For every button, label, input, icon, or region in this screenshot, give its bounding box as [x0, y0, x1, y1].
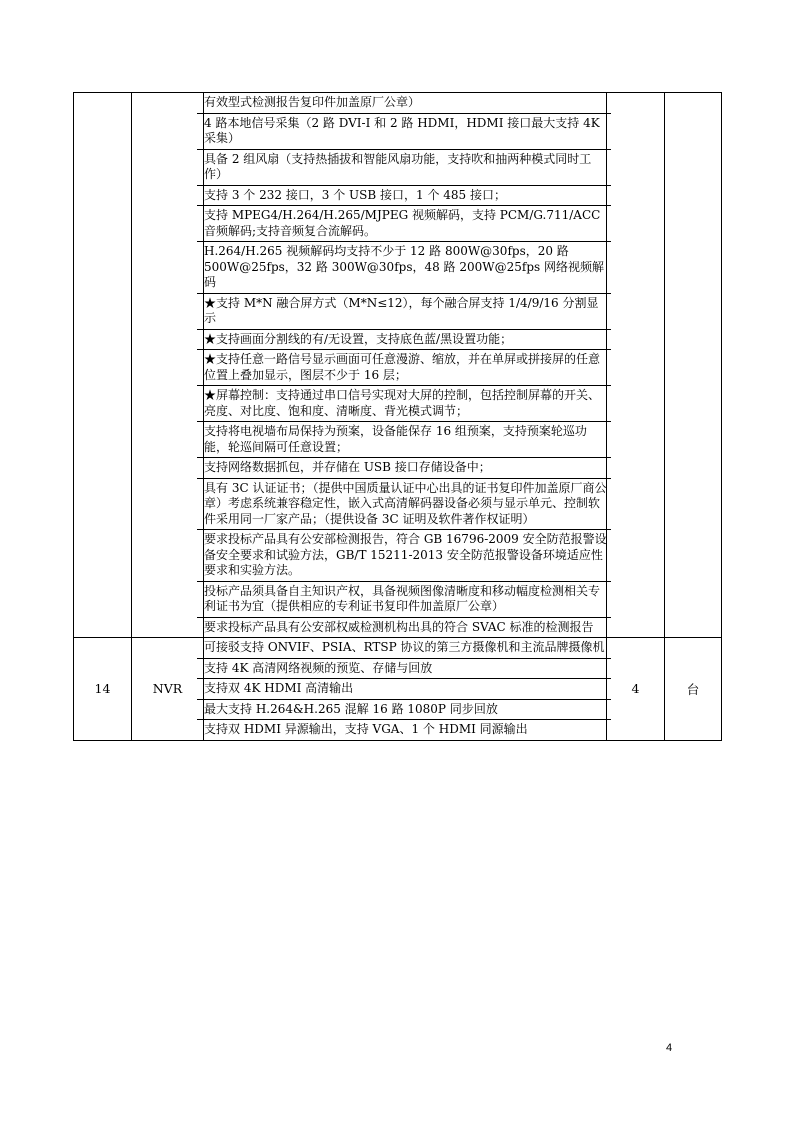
item-number-cell	[74, 93, 132, 638]
spec-line: 可接驳支持 ONVIF、PSIA、RTSP 协议的第三方摄像机和主流品牌摄像机	[197, 638, 611, 659]
item-number-cell: 14	[74, 638, 132, 741]
spec-description-cell	[204, 638, 607, 741]
spec-description-cell	[204, 93, 607, 638]
spec-line: 支持双 HDMI 异源输出，支持 VGA、1 个 HDMI 同源输出	[204, 722, 528, 736]
spec-line: ★屏幕控制：支持通过串口信号实现对大屏的控制，包括控制屏幕的开关、亮度、对比度、饱和度、清晰度、背光模式调节；	[197, 386, 611, 422]
table-row	[74, 93, 722, 638]
table-row	[74, 638, 722, 741]
spec-line: ★支持任意一路信号显示画面可任意漫游、缩放，并在单屏或拼接屏的任意位置上叠加显示，图层不少于 16 层；	[197, 350, 611, 386]
spec-line: 要求投标产品具有公安部权威检测机构出具的符合 SVAC 标准的检测报告	[204, 619, 594, 634]
spec-line: ★支持 M*N 融合屏方式（M*N≤12），每个融合屏支持 1/4/9/16 分割显示	[197, 294, 611, 330]
spec-line: 要求投标产品具有公安部检测报告，符合 GB 16796-2009 安全防范报警设备安全要求和试验方法，GB/T 15211-2013 安全防范报警设备环境适应性要求和实验方法。	[197, 530, 611, 582]
spec-line: 最大支持 H.264&H.265 混解 16 路 1080P 同步回放	[197, 700, 611, 721]
item-name-cell	[132, 93, 204, 638]
spec-line: 支持 3 个 232 接口，3 个 USB 接口，1 个 485 接口；	[197, 186, 611, 207]
item-name-cell: NVR	[132, 638, 204, 741]
spec-line: 支持将电视墙布局保持为预案，设备能保存 16 组预案，支持预案轮巡功能，轮巡间隔可任意设置；	[197, 422, 611, 458]
spec-line: 支持 4K 高清网络视频的预览、存储与回放	[197, 659, 611, 680]
spec-line: 具备 2 组风扇（支持热插拔和智能风扇功能，支持吹和抽两种模式同时工作）	[197, 150, 611, 186]
unit-cell: 台	[665, 638, 722, 741]
spec-line: 4 路本地信号采集（2 路 DVI-I 和 2 路 HDMI，HDMI 接口最大支持 4K 采集）	[197, 114, 611, 150]
spec-line: 支持网络数据抓包，并存储在 USB 接口存储设备中；	[197, 458, 611, 479]
spec-line: ★支持画面分割线的有/无设置，支持底色蓝/黑设置功能；	[197, 330, 611, 351]
spec-line: 具有 3C 认证证书；（提供中国质量认证中心出具的证书复印件加盖原厂商公章）考虑系统兼容稳定性，嵌入式高清解码器设备必须与显示单元、控制软件采用同一厂家产品；（提供设备 3C 证明及软件著作权证明）	[197, 479, 611, 531]
spec-line: 投标产品须具备自主知识产权，具备视频图像清晰度和移动幅度检测相关专利证书为宜（提供相应的专利证书复印件加盖原厂公章）	[197, 582, 611, 618]
spec-line: 支持双 4K HDMI 高清输出	[197, 679, 611, 700]
spec-table	[73, 92, 722, 741]
unit-cell	[665, 93, 722, 638]
page-number: 4	[666, 1042, 673, 1054]
spec-line: 有效型式检测报告复印件加盖原厂公章）	[197, 93, 611, 114]
spec-line: H.264/H.265 视频解码均支持不少于 12 路 800W@30fps，20 路 500W@25fps，32 路 300W@30fps，48 路 200W@25fps 网络视频解码	[197, 242, 611, 294]
spec-line: 支持 MPEG4/H.264/H.265/MJPEG 视频解码，支持 PCM/G.711/ACC 音频解码;支持音频复合流解码。	[197, 206, 611, 242]
quantity-cell: 4	[607, 638, 665, 741]
quantity-cell	[607, 93, 665, 638]
